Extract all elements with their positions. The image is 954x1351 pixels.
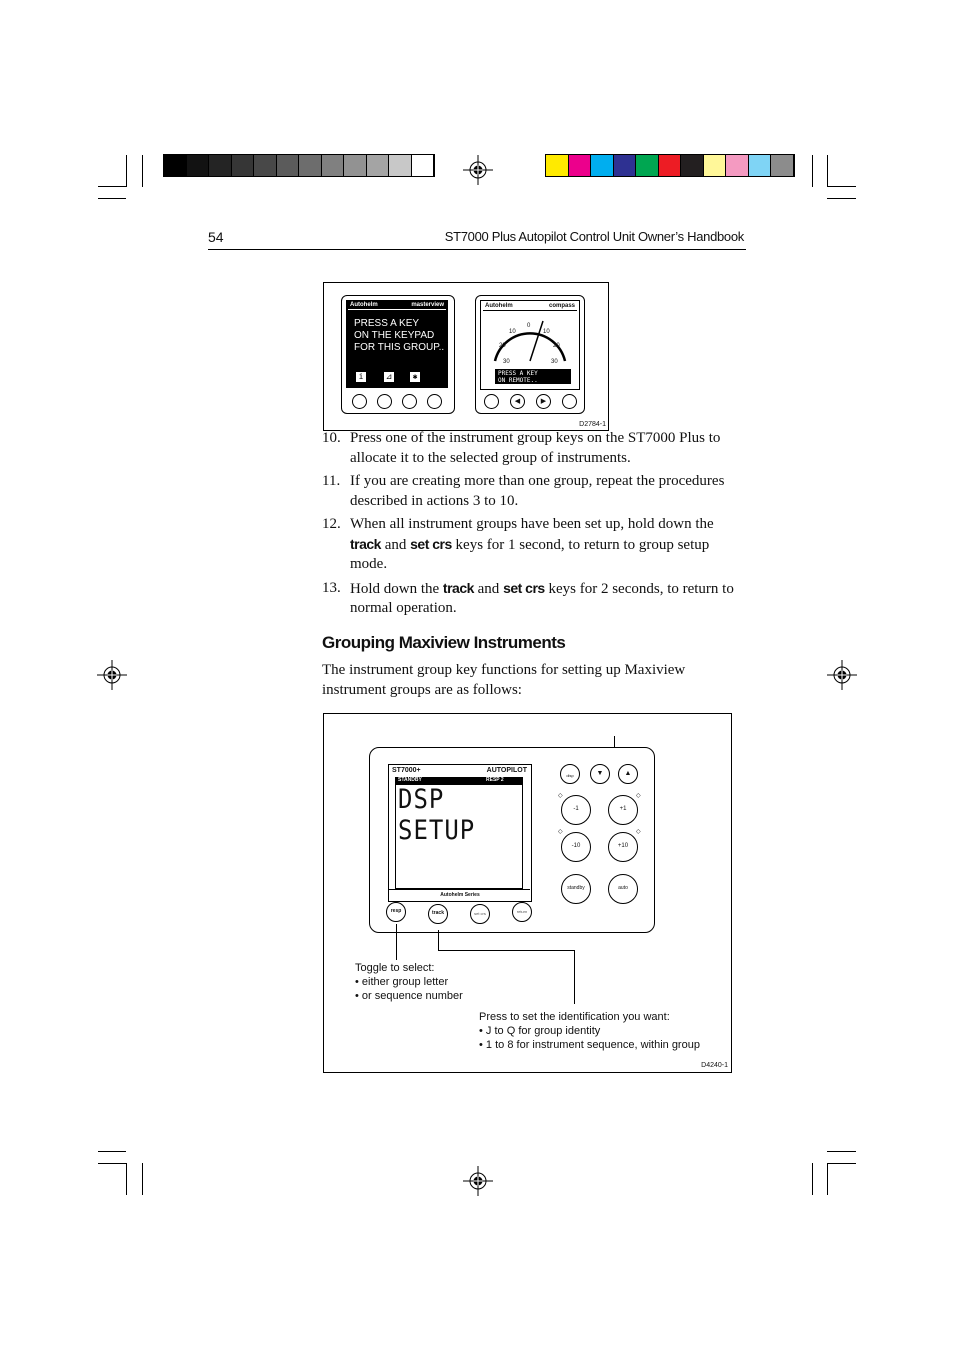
compass-tick-left-30: 30 [503,359,510,365]
masterview-screen [346,300,448,388]
compass-tick-left-20: 20 [499,343,506,349]
press-annotation: Press to set the identification you want: • J to Q for group identity • 1 to 8 for instrument sequence, within group [479,1011,700,1051]
crop-mark [827,198,856,199]
section-heading: Grouping Maxiview Instruments [322,633,566,652]
compass-tick-left-10: 10 [509,329,516,335]
crop-mark [126,155,127,187]
auto-key[interactable]: auto [608,874,638,904]
disp-key[interactable]: disp [560,764,580,784]
minus1-key[interactable]: -1 [561,795,591,825]
masterview-key-2[interactable] [377,394,392,409]
swatch-5 [659,155,682,176]
compass-key-1[interactable] [484,394,499,409]
masterview-instrument [341,295,455,414]
crop-mark [142,155,143,187]
crop-mark [98,1163,126,1164]
swatch-4 [254,155,277,176]
swatch-8 [344,155,367,176]
swatch-8 [726,155,749,176]
lcd-display [395,777,523,889]
crop-mark [827,1163,828,1195]
masterview-line-1: PRESS A KEY [354,318,420,329]
compass-tick-right-20: 20 [553,343,560,349]
crop-mark [126,1163,127,1195]
track-key[interactable]: track [428,904,448,924]
swatch-7 [704,155,727,176]
unit-label: AUTOPILOT [486,767,527,774]
down-arrow-key[interactable]: ▼ [590,764,610,784]
figure2-code: D4240-1 [701,1062,728,1069]
compass-tick-0: 0 [527,323,531,329]
crop-mark [827,155,828,187]
setcrs-key-label: set crs [503,579,545,596]
registration-target-icon [463,155,493,185]
compass-dial [481,311,579,367]
toggle-annotation: Toggle to select: • either group letter • or sequence number [355,962,463,1002]
info-icon: i [356,372,366,382]
compass-brand: Autohelm [485,303,513,309]
compass-line-1: PRESS A KEY [498,370,538,377]
swatch-2 [591,155,614,176]
minus10-key[interactable]: -10 [561,832,591,862]
figure-instrument-displays [323,282,609,431]
swatch-2 [209,155,232,176]
crop-mark [812,155,813,187]
compass-tick-right-10: 10 [543,329,550,335]
swatch-9 [367,155,390,176]
step-11: 11. If you are creating more than one group, repeat the procedures described in actions 3 to 10. [322,473,725,509]
setcrs-key[interactable]: set crs [470,904,490,924]
step-13: 13. Hold down the track and set crs keys for 2 seconds, to return to normal operation. [322,579,734,616]
swatch-6 [299,155,322,176]
setcrs-key-label: set crs [410,535,452,552]
registration-target-icon [97,660,127,690]
status-left: STANDBY [398,777,422,783]
compass-screen [480,300,580,390]
gauge-icon: ⊿ [385,372,393,381]
swatch-9 [749,155,772,176]
swatch-6 [681,155,704,176]
crop-mark [827,186,856,187]
swatch-1 [569,155,592,176]
crop-mark [827,1163,856,1164]
masterview-key-4[interactable] [427,394,442,409]
swatch-7 [322,155,345,176]
compass-key-4[interactable] [562,394,577,409]
crop-mark [98,186,126,187]
swatch-10 [771,155,794,176]
crop-mark [98,198,126,199]
resp-key[interactable]: resp [386,902,406,922]
display-text: DSP SETUP [398,784,476,846]
up-arrow-key[interactable]: ▲ [618,764,638,784]
compass-instrument [475,295,585,414]
swatch-11 [412,155,435,176]
swatch-0 [164,155,187,176]
lcd-bezel [388,764,532,902]
masterview-line-3: FOR THIS GROUP.. [354,342,445,353]
swatch-3 [232,155,255,176]
intro-paragraph: The instrument group key functions for setting up Maxiview instrument groups are as follows: [322,662,686,698]
compass-key-left[interactable]: ◀ [510,394,525,409]
masterview-key-1[interactable] [352,394,367,409]
anchor-icon: ✱ [410,372,420,382]
masterview-line-2: ON THE KEYPAD [354,330,435,341]
compass-tick-right-30: 30 [551,359,558,365]
swatch-5 [277,155,300,176]
registration-target-icon [463,1166,493,1196]
step-12: 12. When all instrument groups have been set up, hold down the track and set crs keys for 1 second, to return to group setup mode. [322,516,714,572]
masterview-mode: masterview [411,302,444,308]
figure-st7000-keypad [323,713,732,1073]
masterview-key-3[interactable] [402,394,417,409]
figure1-code: D2784-1 [579,421,606,428]
page-number: 54 [208,229,224,245]
compass-mode: compass [548,303,575,309]
swatch-10 [389,155,412,176]
crop-mark [98,1151,126,1152]
unit-name: ST7000+ [392,767,421,774]
track-key-label: track [442,579,474,596]
registration-target-icon [827,660,857,690]
crop-mark [812,1163,813,1195]
status-right: RESP 2 [486,777,504,783]
compass-key-right[interactable]: ▶ [536,394,551,409]
track-key-label: track [350,535,381,552]
masterview-brand: Autohelm [350,302,378,308]
crop-mark [142,1163,143,1195]
plus1-key[interactable]: +1 [608,795,638,825]
swatch-1 [187,155,210,176]
swatch-4 [636,155,659,176]
return-key[interactable]: return [512,902,532,922]
compass-message [495,369,571,384]
header-rule [208,249,746,250]
swatch-0 [546,155,569,176]
crop-mark [827,1151,856,1152]
standby-key[interactable]: standby [561,874,591,904]
color-calibration-bar [545,154,795,177]
procedure-steps [322,429,742,623]
swatch-3 [614,155,637,176]
grayscale-calibration-bar [163,154,435,177]
plus10-key[interactable]: +10 [608,832,638,862]
unit-footer: Autohelm Series [440,892,480,898]
compass-line-2: ON REMOTE.. [498,377,538,384]
running-title: ST7000 Plus Autopilot Control Unit Owner’s Handbook [444,229,744,244]
st7000-control-unit: ST7000+ AUTOPILOT STANDBY RESP 2 DSP SETUP Autohelm Series disp ▼ ▲ ◇ ◇ ◇ ◇ -1 +1 -10 +10 standby auto resp track set crs return [369,747,655,933]
step-10: 10. Press one of the instrument group keys on the ST7000 Plus to allocate it to the selected group of instruments. [322,430,721,466]
